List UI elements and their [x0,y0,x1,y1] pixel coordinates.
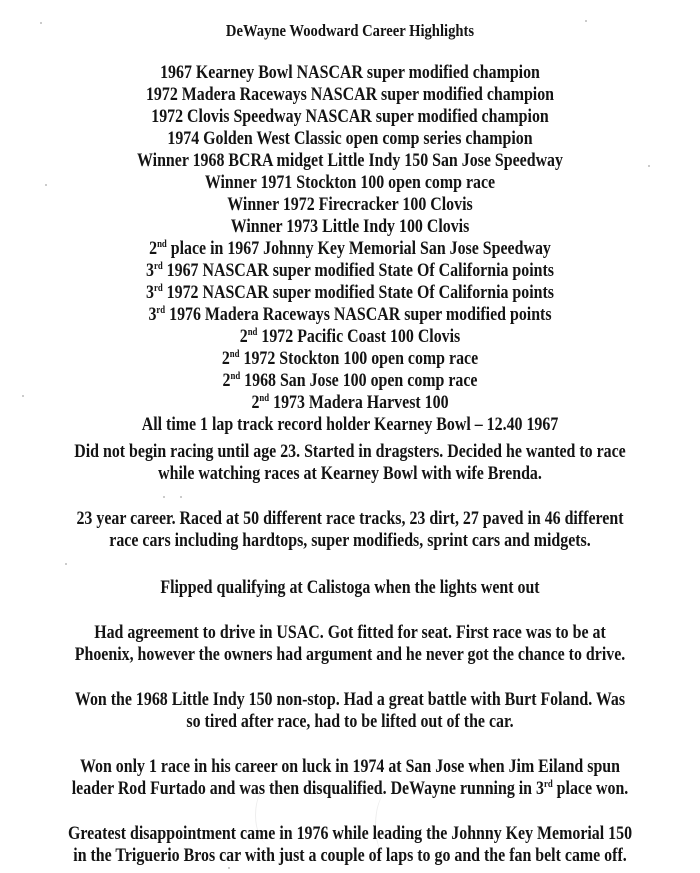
highlight-text: Winner 1973 Little Indy 100 Clovis [230,217,470,237]
highlight-item [49,392,651,414]
scan-speck [40,22,42,24]
highlight-text: 1967 Kearney Bowl NASCAR super modified champion [160,63,540,83]
ordinal-suffix: rd [543,778,553,790]
paragraph-line: Flipped qualifying at Calistoga when the lights went out [160,578,540,598]
highlight-ordinal-suffix: nd [229,348,240,360]
highlight-ordinal-suffix: nd [247,326,258,338]
highlight-text: 1974 Golden West Classic open comp series champion [167,129,533,149]
scan-speck [228,867,230,869]
highlight-item [49,414,651,436]
paragraph-line: while watching races at Kearney Bowl with wife Brenda. [158,464,542,484]
highlight-text: 1972 Clovis Speedway NASCAR super modified champion [151,107,549,127]
paragraph-line: Phoenix, however the owners had argument and he never got the chance to drive. [74,645,626,665]
highlight-text: 1972 Madera Raceways NASCAR super modified champion [145,85,555,105]
highlight-text: 1972 Stockton 100 open comp race [239,349,479,369]
highlight-ordinal: 2 [221,349,230,369]
highlight-item [49,194,651,216]
paragraph-line [49,778,651,800]
paragraph-line: Did not begin racing until age 23. Started in dragsters. Decided he wanted to race [74,442,626,462]
highlight-text: 1976 Madera Raceways NASCAR super modified points [165,305,552,325]
highlight-ordinal-suffix: nd [230,370,241,382]
highlight-ordinal-suffix: nd [259,392,270,404]
highlight-item [49,216,651,238]
highlight-text: All time 1 lap track record holder Kearney Bowl – 12.40 1967 [141,415,559,435]
scan-speck [22,395,24,397]
highlight-ordinal-suffix: nd [157,238,167,250]
highlight-item [49,304,651,326]
paragraph-line: race cars including hardtops, super modifieds, sprint cars and midgets. [109,531,591,551]
highlight-text: Winner 1972 Firecracker 100 Clovis [227,195,473,215]
scan-speck [163,496,165,498]
paragraph-line-text: place won. [552,779,629,799]
highlight-item [49,238,651,260]
paragraph-line: Greatest disappointment came in 1976 while leading the Johnny Key Memorial 150 [67,824,633,844]
highlight-ordinal: 3 [148,305,157,325]
paragraph-line: Had agreement to drive in USAC. Got fitted for seat. First race was to be at [94,623,606,643]
highlight-item [49,348,651,370]
highlight-text: place in 1967 Johnny Key Memorial San Jose Speedway [166,239,551,259]
highlight-item [49,282,651,304]
highlight-item [49,128,651,150]
highlight-item [49,172,651,194]
document-title [49,20,651,42]
highlight-text: 1973 Madera Harvest 100 [269,393,449,413]
highlight-ordinal: 2 [149,239,158,259]
highlight-ordinal: 2 [239,327,248,347]
paragraph-line: Won only 1 race in his career on luck in 1974 at San Jose when Jim Eiland spun [79,757,620,777]
highlight-text: 1972 NASCAR super modified State Of California points [162,283,554,303]
highlight-text: Winner 1971 Stockton 100 open comp race [204,173,496,193]
scan-speck [45,184,47,186]
highlight-item [49,150,651,172]
paragraph-line: Won the 1968 Little Indy 150 non-stop. Had a great battle with Burt Foland. Was [74,690,626,710]
scan-speck [180,496,182,498]
highlight-ordinal: 3 [146,261,154,281]
highlight-ordinal: 3 [146,283,154,303]
highlight-ordinal: 2 [222,371,231,391]
paragraph-line-text: leader Rod Furtado and was then disqualified. DeWayne running in 3 [71,779,544,799]
paragraph-line: in the Triguerio Bros car with just a couple of laps to go and the fan belt came off. [73,846,627,866]
highlight-item [49,260,651,282]
highlight-ordinal-suffix: rd [156,304,166,316]
highlight-ordinal-suffix: rd [153,282,163,294]
highlight-text: 1972 Pacific Coast 100 Clovis [257,327,461,347]
paragraph-line: 23 year career. Raced at 50 different race tracks, 23 dirt, 27 paved in 46 different [76,509,624,529]
paragraph-line: so tired after race, had to be lifted out of the car. [186,712,514,732]
highlight-text: 1968 San Jose 100 open comp race [240,371,478,391]
highlight-item [49,326,651,348]
highlight-ordinal-suffix: rd [153,260,163,272]
document-title-text: DeWayne Woodward Career Highlights [225,21,475,40]
highlight-ordinal: 2 [251,393,260,413]
highlight-text: 1967 NASCAR super modified State Of California points [162,261,554,281]
highlight-item [49,84,651,106]
scan-speck [65,563,67,565]
highlight-item [49,370,651,392]
highlight-item [49,62,651,84]
highlight-text: Winner 1968 BCRA midget Little Indy 150 San Jose Speedway [137,151,563,171]
highlight-item [49,106,651,128]
